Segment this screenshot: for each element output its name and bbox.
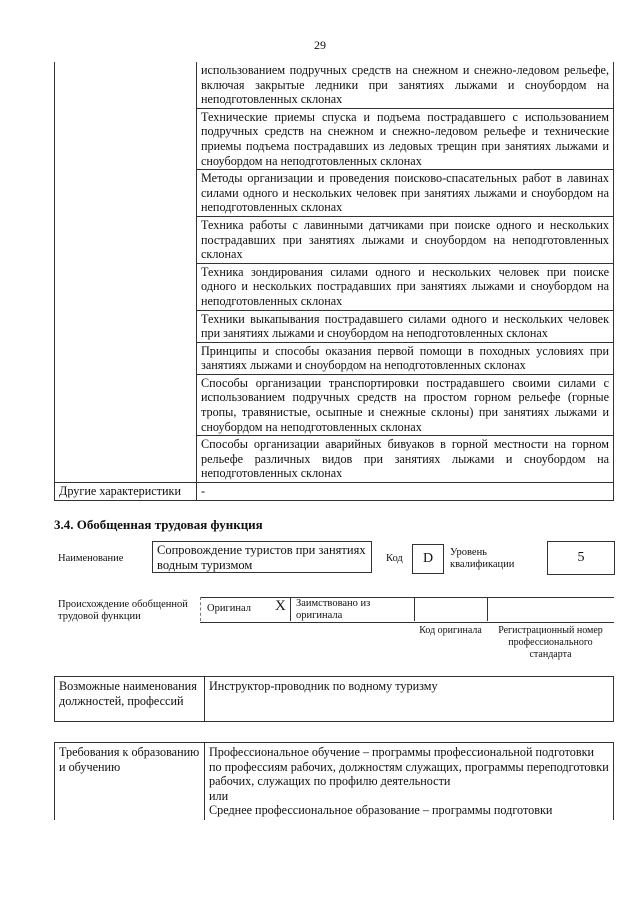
knowledge-table [54,62,614,501]
page-number: 29 [314,38,326,52]
table-cell: Способы организации транспортировки пострадавшего своими силами с использованием подручных средств на простом горном рельефе (горные тропы, травянистые, осыпные и снежные склоны) при занятиях лыжами и сноубордом на неподготовленных склонах [197,374,614,435]
name-value: Сопровождение туристов при занятиях водным туризмом [152,541,372,573]
education-line: Профессиональное обучение – программы профессиональной подготовки по профессиям рабочих, должностям служащих, программы переподготовки рабочих, служащих по профилю деятельности [209,745,609,789]
table-cell: использованием подручных средств на снежном и снежно-ледовом рельефе, включая закрытые ледники при занятиях лыжами и сноубордом на неподготовленных склонах [197,62,614,108]
section-title: 3.4. Обобщенная трудовая функция [54,517,263,532]
education-or: или [209,788,229,803]
code-label: Код [386,553,403,564]
table-cell: Техники выкапывания пострадавшего силами одного и нескольких человек при занятиях лыжами и сноубордом на неподготовленных склонах [197,310,614,342]
level-label: Уровень квалификации [450,547,515,570]
education-line: Среднее профессиональное образование – программы подготовки [209,803,553,818]
table-cell: Технические приемы спуска и подъема пострадавшего с использованием подручных средств на снежном и снежно-ледовом рельефе и технические приемы подъема пострадавших из ледовых трещин при занятиях лыжами и сноубордом на неподготовленных склонах [197,108,614,169]
original-mark: X [275,598,286,614]
other-characteristics-value: - [197,483,614,501]
table-cell: Техника зондирования силами одного и нескольких человек при поиске одного и нескольких пострадавших при занятиях лыжами и сноубордом на неподготовленных склонах [197,263,614,310]
positions-label: Возможные наименования должностей, профессий [55,677,205,722]
education-value [205,743,614,820]
origin-divider [487,597,489,621]
original-label: Оригинал [207,603,251,614]
education-label: Требования к образованию и обучению [55,743,205,820]
table-row [55,483,614,501]
origin-divider [290,597,292,621]
borrowed-label: Заимствовано из оригинала [296,598,371,621]
positions-table [54,676,614,722]
table-cell: Техника работы с лавинными датчиками при поиске одного и нескольких пострадавших при занятиях лыжами и сноубордом на неподготовленных склонах [197,216,614,263]
knowledge-label-cell [55,62,197,483]
table-row [55,743,614,820]
other-characteristics-label: Другие характеристики [55,483,197,501]
code-value: D [412,544,444,574]
origin-divider [414,597,416,621]
registration-caption: Регистрационный номер профессионального стандарта [498,625,603,660]
origin-divider [200,597,202,621]
table-row [55,62,614,108]
table-cell: Методы организации и проведения поисково-спасательных работ в лавинах силами одного и нескольких человек при занятиях лыжами и сноубордом на неподготовленных склонах [197,170,614,217]
name-label: Наименование [58,553,124,564]
level-value: 5 [547,541,615,575]
positions-value: Инструктор-проводник по водному туризму [205,677,614,722]
table-cell: Принципы и способы оказания первой помощи в походных условиях при занятиях лыжами и сноубордом на неподготовленных склонах [197,342,614,374]
origin-label: Происхождение обобщенной трудовой функции [58,599,188,622]
table-row [55,677,614,722]
education-table [54,742,614,820]
table-cell: Способы организации аварийных бивуаков в горной местности на горном рельефе различных видов при занятиях лыжами и сноубордом на неподготовленных склонах [197,436,614,483]
code-original-caption: Код оригинала [419,625,482,636]
